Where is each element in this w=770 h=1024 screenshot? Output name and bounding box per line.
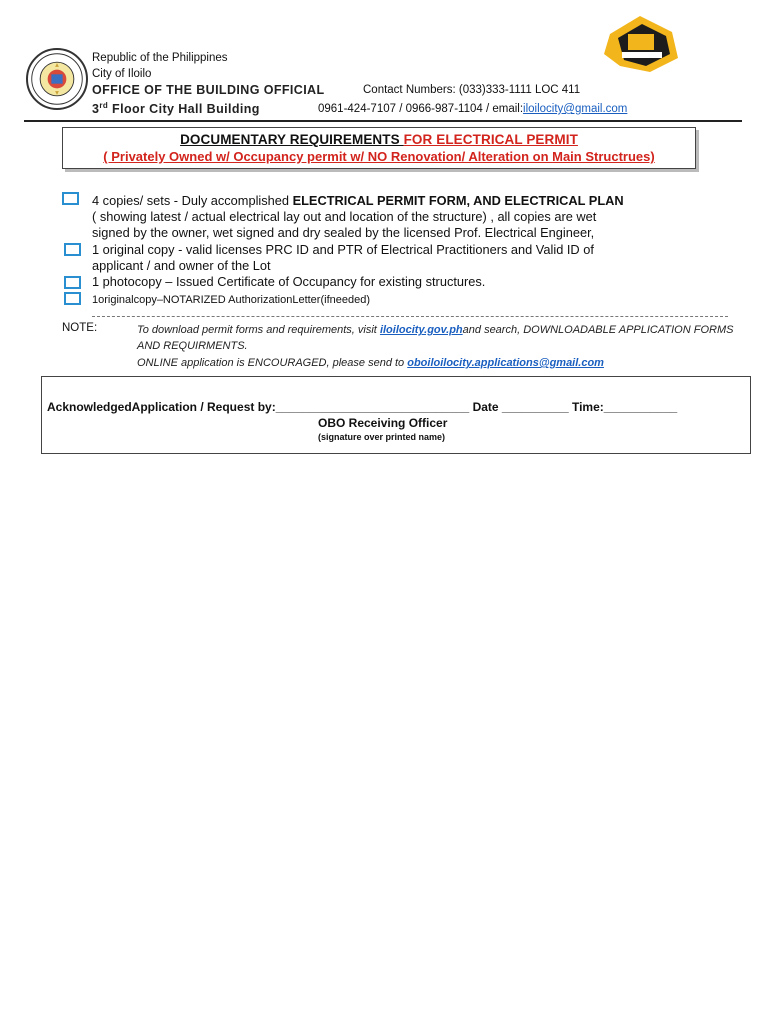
- requirement-item1-line2: ( showing latest / actual electrical lay out and location of the structure) , all copies are wet: [92, 209, 597, 224]
- header-divider: [24, 120, 742, 122]
- header-city: City of Iloilo: [92, 68, 152, 80]
- requirement-item4: 1originalcopy–NOTARIZED AuthorizationLetter(ifneeded): [92, 294, 370, 306]
- requirement-item2: 1 original copy - valid licenses PRC ID and PTR of Electrical Practitioners and Valid ID of: [92, 242, 594, 257]
- application-email-link[interactable]: oboiloilocity.applications@gmail.com: [407, 357, 604, 369]
- receiving-officer-label: OBO Receiving Officer: [318, 416, 448, 430]
- note-line3: ONLINE application is ENCOURAGED, please send to oboiloilocity.applications@gmail.com: [137, 357, 604, 369]
- acknowledgement-box: [41, 376, 751, 454]
- acknowledgement-line[interactable]: AcknowledgedApplication / Request by:_____________________________ Date __________ Time:___________: [47, 400, 678, 414]
- obo-logo: [600, 14, 680, 76]
- note-label: NOTE:: [62, 322, 98, 334]
- city-seal-logo: [26, 48, 88, 110]
- note-line2: AND REQUIRMENTS.: [137, 340, 248, 352]
- document-subtitle: ( Privately Owned w/ Occupancy permit w/ NO Renovation/ Alteration on Main Structrues): [103, 149, 655, 164]
- header-floor: 3rd Floor City Hall Building: [92, 101, 260, 117]
- contact-numbers: Contact Numbers: (033)333-1111 LOC 411: [363, 84, 581, 96]
- signature-note: (signature over printed name): [318, 432, 446, 442]
- note-line1: To download permit forms and requirements, visit iloilocity.gov.phand search, DOWNLOADABLE APPLICATION FORMS: [137, 324, 734, 336]
- contact-email-line: 0961-424-7107 / 0966-987-1104 / email:iloilocity@gmail.com: [318, 103, 628, 115]
- checkbox-item3[interactable]: [64, 276, 81, 289]
- title-box: [62, 127, 696, 169]
- checkbox-item4[interactable]: [64, 292, 81, 305]
- requirement-item2-line2: applicant / and owner of the Lot: [92, 258, 271, 273]
- requirement-item1-line3: signed by the owner, wet signed and dry sealed by the licensed Prof. Electrical Engineer,: [92, 225, 595, 240]
- contact-email-link[interactable]: iloilocity@gmail.com: [523, 103, 628, 115]
- separator-line: [92, 316, 728, 317]
- checkbox-item1[interactable]: [62, 192, 79, 205]
- header-country: Republic of the Philippines: [92, 52, 228, 64]
- checkbox-item2[interactable]: [64, 243, 81, 256]
- document-title: DOCUMENTARY REQUIREMENTS FOR ELECTRICAL PERMIT: [180, 132, 578, 147]
- requirement-item3: 1 photocopy – Issued Certificate of Occupancy for existing structures.: [92, 274, 486, 289]
- website-link[interactable]: iloilocity.gov.ph: [379, 324, 463, 336]
- requirement-item1: 4 copies/ sets - Duly accomplished ELECTRICAL PERMIT FORM, AND ELECTRICAL PLAN: [92, 193, 624, 208]
- header-office: OFFICE OF THE BUILDING OFFICIAL: [92, 83, 325, 97]
